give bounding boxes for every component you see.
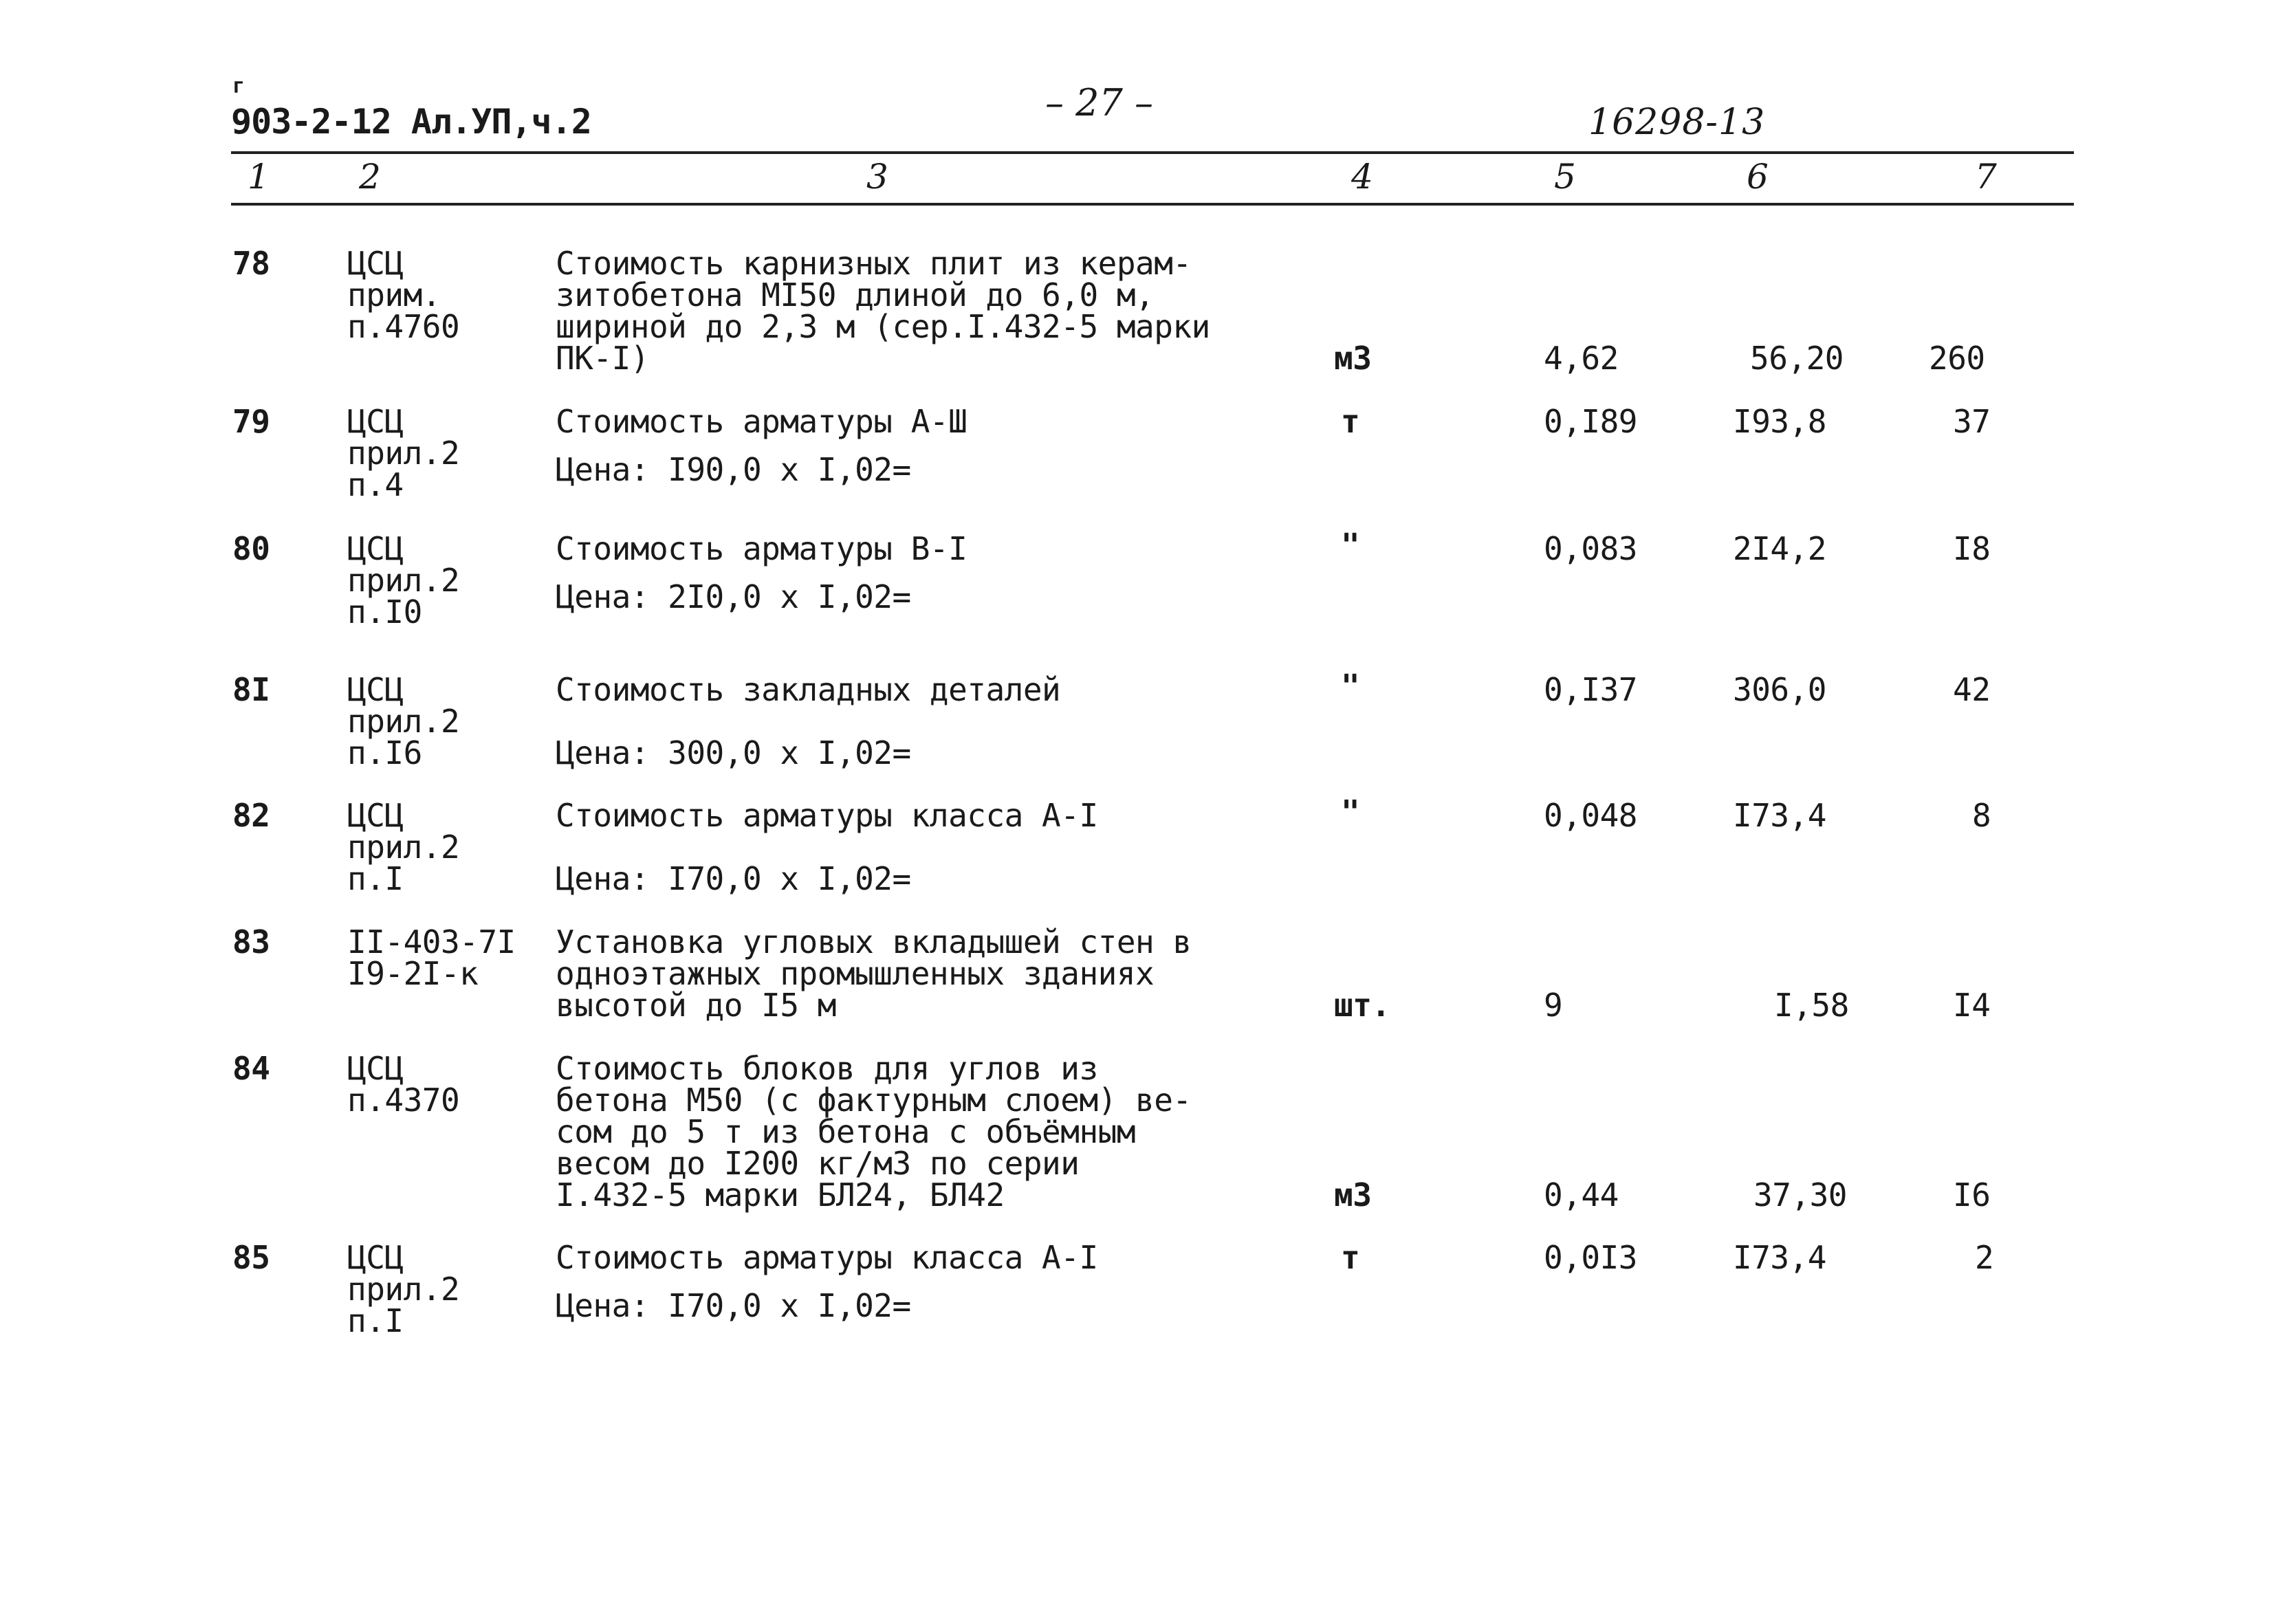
ref-line: ЦСЦ xyxy=(347,245,404,282)
row-number: 79 xyxy=(232,403,270,440)
ref-line: ЦСЦ xyxy=(347,671,404,708)
column-header-3: 3 xyxy=(866,157,888,197)
ref-line: прим. xyxy=(347,276,441,314)
column-header-1: 1 xyxy=(248,157,270,197)
description-line: ПК-I) xyxy=(556,340,649,377)
ref-line: ЦСЦ xyxy=(347,1239,404,1276)
column-header-7: 7 xyxy=(1975,157,1997,197)
unit-cost: I73,4 xyxy=(1733,797,1826,834)
ditto-mark: " xyxy=(1341,668,1360,705)
description-line: Стоимость арматуры класса А-I xyxy=(556,1239,1098,1276)
corner-mark: г xyxy=(232,74,245,98)
description-line: Стоимость блоков для углов из xyxy=(556,1050,1098,1087)
total: 2 xyxy=(1975,1239,1994,1276)
total: I6 xyxy=(1953,1176,1991,1214)
ref-line: ЦСЦ xyxy=(347,530,404,567)
price-formula: Цена: 300,0 х I,02= xyxy=(556,734,911,771)
row-number: 80 xyxy=(232,530,270,567)
ref-line: прил.2 xyxy=(347,1271,460,1308)
price-formula: Цена: 2I0,0 х I,02= xyxy=(556,578,911,615)
ref-line: ЦСЦ xyxy=(347,797,404,834)
quantity: 4,62 xyxy=(1544,340,1619,377)
row-number: 82 xyxy=(232,797,270,834)
description-line: Стоимость арматуры В-I xyxy=(556,530,967,567)
total: 260 xyxy=(1929,340,1985,377)
quantity: 0,0I3 xyxy=(1544,1239,1637,1276)
description-line: бетона М50 (с фактурным слоем) ве- xyxy=(556,1082,1192,1119)
unit-cost: I93,8 xyxy=(1733,403,1826,440)
ref-line: прил.2 xyxy=(347,435,460,472)
description-line: одноэтажных промышленных зданиях xyxy=(556,955,1155,992)
unit-cost: 2I4,2 xyxy=(1733,530,1826,567)
ditto-mark: " xyxy=(1341,527,1360,564)
description-line: сом до 5 т из бетона с объёмным xyxy=(556,1113,1136,1150)
row-number: 85 xyxy=(232,1239,270,1276)
ref-line: прил.2 xyxy=(347,703,460,740)
sheet-number: 16298-13 xyxy=(1588,102,1766,143)
total: 8 xyxy=(1972,797,1991,834)
quantity: 9 xyxy=(1544,987,1563,1024)
total: I8 xyxy=(1953,530,1991,567)
row-number: 84 xyxy=(232,1050,270,1087)
unit-cost: I,58 xyxy=(1774,987,1849,1024)
description-line: Стоимость арматуры класса А-I xyxy=(556,797,1098,834)
document-code: 903-2-12 Ал.УП,ч.2 xyxy=(231,102,591,142)
ref-line: п.I6 xyxy=(347,734,422,771)
ref-line: прил.2 xyxy=(347,829,460,866)
description-line: зитобетона МI50 длиной до 6,0 м, xyxy=(556,276,1155,314)
unit: т xyxy=(1341,1239,1360,1276)
page-number: – 27 – xyxy=(1045,81,1154,124)
column-header-2: 2 xyxy=(359,157,381,197)
unit: т xyxy=(1341,403,1360,440)
column-header-4: 4 xyxy=(1351,157,1373,197)
unit-cost: 306,0 xyxy=(1733,671,1826,708)
ref-line: п.I xyxy=(347,860,404,897)
unit: м3 xyxy=(1334,340,1372,377)
description-line: Стоимость арматуры А-Ш xyxy=(556,403,967,440)
description-line: I.432-5 марки БЛ24, БЛ42 xyxy=(556,1176,1005,1214)
ref-line: ЦСЦ xyxy=(347,403,404,440)
ditto-mark: " xyxy=(1341,793,1360,831)
total: I4 xyxy=(1953,987,1991,1024)
quantity: 0,083 xyxy=(1544,530,1637,567)
ref-line: I9-2I-к xyxy=(347,955,479,992)
description-line: Стоимость закладных деталей xyxy=(556,671,1061,708)
ref-line: п.I xyxy=(347,1302,404,1339)
description-line: высотой до I5 м xyxy=(556,987,836,1024)
total: 42 xyxy=(1953,671,1991,708)
quantity: 0,048 xyxy=(1544,797,1637,834)
ref-line: II-403-7I xyxy=(347,923,516,961)
row-number: 83 xyxy=(232,923,270,961)
ref-line: прил.2 xyxy=(347,562,460,599)
ref-line: п.I0 xyxy=(347,593,422,630)
header-rule-bottom xyxy=(231,203,2074,206)
price-formula: Цена: I90,0 х I,02= xyxy=(556,451,911,488)
ref-line: п.4 xyxy=(347,466,404,503)
total: 37 xyxy=(1953,403,1991,440)
description-line: Стоимость карнизных плит из керам- xyxy=(556,245,1192,282)
description-line: шириной до 2,3 м (сер.I.432-5 марки xyxy=(556,308,1210,345)
quantity: 0,I37 xyxy=(1544,671,1637,708)
ref-line: п.4370 xyxy=(347,1082,460,1119)
price-formula: Цена: I70,0 х I,02= xyxy=(556,860,911,897)
column-header-5: 5 xyxy=(1554,157,1576,197)
row-number: 8I xyxy=(232,671,270,708)
unit-cost: 56,20 xyxy=(1750,340,1844,377)
unit: м3 xyxy=(1334,1176,1372,1214)
quantity: 0,I89 xyxy=(1544,403,1637,440)
price-formula: Цена: I70,0 х I,02= xyxy=(556,1287,911,1324)
header-rule-top xyxy=(231,151,2074,154)
unit-cost: I73,4 xyxy=(1733,1239,1826,1276)
row-number: 78 xyxy=(232,245,270,282)
ref-line: ЦСЦ xyxy=(347,1050,404,1087)
unit: шт. xyxy=(1334,987,1390,1024)
column-header-6: 6 xyxy=(1747,157,1769,197)
ref-line: п.4760 xyxy=(347,308,460,345)
description-line: Установка угловых вкладышей стен в xyxy=(556,923,1192,961)
description-line: весом до I200 кг/м3 по серии xyxy=(556,1145,1080,1182)
unit-cost: 37,30 xyxy=(1753,1176,1847,1214)
quantity: 0,44 xyxy=(1544,1176,1619,1214)
